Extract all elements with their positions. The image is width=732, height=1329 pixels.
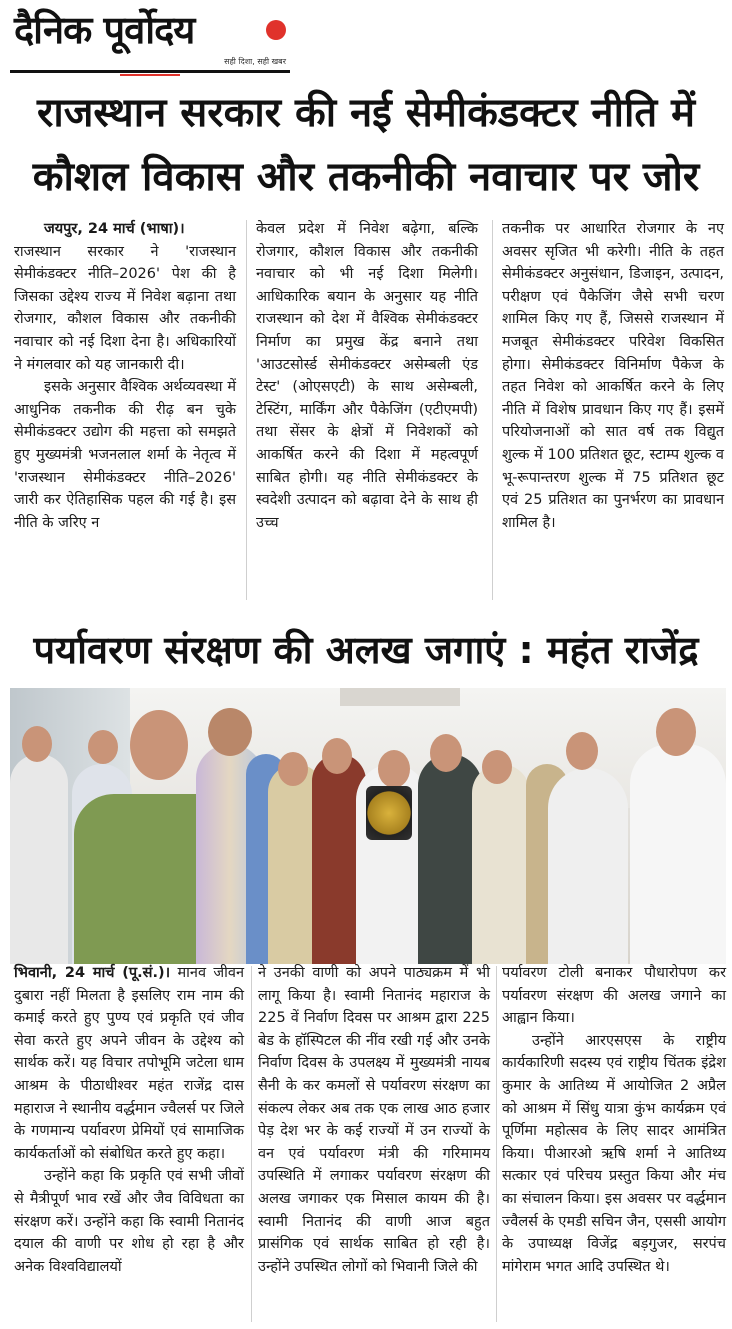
- article2-headline: पर्यावरण संरक्षण की अलख जगाएं : महंत राजेंद्र: [33, 628, 699, 672]
- article2-paragraph2: उन्होंने कहा कि प्रकृति एवं सभी जीवों से मैत्रीपूर्ण भाव रखें और जैव विविधता का संरक्षण करें। उन्होंने कहा कि स्वामी नितानंद दयाल की वाणी पर शोध हो रहा है और अनेक विश्वविद्यालयों: [14, 1168, 244, 1275]
- news-photo: [10, 688, 726, 964]
- column-divider: [496, 966, 497, 1322]
- memento-plaque: [366, 786, 412, 840]
- person-head: [88, 730, 118, 764]
- person-head: [430, 734, 462, 772]
- person-head: [22, 726, 52, 762]
- newspaper-tagline: सही दिशा, सही खबर: [224, 57, 286, 66]
- column-divider: [246, 220, 247, 600]
- person-head-cap: [208, 708, 252, 756]
- article1-paragraph3: केवल प्रदेश में निवेश बढ़ेगा, बल्कि रोजगार, कौशल विकास और तकनीकी नवाचार को भी नई दिशा मिलेगी। आधिकारिक बयान के अनुसार यह नीति राजस्थान को देश में वैश्विक सेमीकंडक्टर निर्माण का प्रमुख केंद्र बनाने तथा 'आउटसोर्स्ड सेमीकंडक्टर असेम्बली एंड टेस्ट' (ओएसएटी) के साथ असेम्बली, टेस्टिंग, मार्किंग और पैकेजिंग (एटीएमपी) तथा सेंसर के क्षेत्रों में निवेशकों को आकर्षित करने की दिशा में महत्वपूर्ण साबित होगी। यह नीति सेमीकंडक्टर के स्वदेशी उत्पादन को बढ़ावा देने के साथ ही उच्च: [256, 221, 478, 531]
- newspaper-title: दैनिक पूर्वोदय: [14, 7, 195, 52]
- masthead-rule: [10, 70, 290, 73]
- article2-paragraph3: ने उनकी वाणी को अपने पाठ्यक्रम में भी लागू किया है। स्वामी नितानंद महाराज के 225 वें निर्वाण दिवस पर आश्रम द्वारा 225 बेड के हॉस्पिटल की नींव रखी गई और उनके निर्वाण दिवस के उपलक्ष्य में मुख्यमंत्री नायब सैनी के कर कमलों से पर्यावरण संरक्षण का संकल्प लेकर अब तक एक लाख आठ हजार पेड़ देश भर के कई राज्यों में उन राज्यों के वन एवं पर्यावरण मंत्री की गरिमामय उपस्थिति में लगाकर पर्यावरण संरक्षण की अलख जगाकर एक मिसाल कायम की है। स्वामी नितानंद की वाणी आज बहुत प्रासंगिक एवं सार्थक साबित हो रही है। उन्होंने उपस्थित लोगों को भिवानी जिले की: [258, 965, 490, 1275]
- article2-dateline: भिवानी, 24 मार्च (पू.सं.)।: [14, 965, 171, 981]
- person-figure: [10, 754, 68, 964]
- article2-column3: [502, 962, 726, 1278]
- person-head: [482, 750, 512, 784]
- column-divider: [251, 966, 252, 1322]
- person-head: [322, 738, 352, 774]
- person-figure: [472, 764, 530, 964]
- article1-paragraph1: राजस्थान सरकार ने 'राजस्थान सेमीकंडक्टर नीति–2026' पेश की है जिसका उद्देश्य राज्य में निवेश बढ़ाना तथा रोजगार, कौशल विकास और तकनीकी नवाचार को नई दिशा देना है। अधिकारियों ने मंगलवार को यह जानकारी दी।: [14, 243, 236, 373]
- article2-paragraph4: पर्यावरण टोली बनाकर पौधारोपण कर पर्यावरण संरक्षण की अलख जगाने का आह्वान किया।: [502, 965, 726, 1027]
- person-head: [130, 710, 188, 780]
- article1-column2: [256, 218, 478, 534]
- person-head: [566, 732, 598, 770]
- person-figure-white-shirt: [630, 744, 726, 964]
- masthead: [10, 6, 290, 72]
- article2-paragraph5: उन्होंने आरएसएस के राष्ट्रीय कार्यकारिणी सदस्य एवं राष्ट्रीय चिंतक इंद्रेश कुमार के आतिथ्य में आयोजित 2 अप्रैल को आश्रम में सिंधु यात्रा कुंभ कार्यक्रम एवं पूर्णिमा महोत्सव के लिए सादर आमंत्रित किया। पीआरओ ऋषि शर्मा ने आतिथ्य सत्कार एवं परिचय प्रस्तुत किया और मंच का संचालन किया। इस अवसर पर वर्द्धमान ज्वैलर्स के एमडी सचिन जैन, एससी आयोग के उपाध्यक्ष विजेंद्र बड़गुजर, सरपंच मांगेराम भगत आदि उपस्थित थे।: [502, 1032, 726, 1275]
- article1-column1: [14, 218, 236, 534]
- article1-paragraph4: तकनीक पर आधारित रोजगार के नए अवसर सृजित भी करेगी। नीति के तहत सेमीकंडक्टर अनुसंधान, डिजाइन, उत्पादन, परीक्षण एवं पैकेजिंग जैसे सभी चरण शामिल किए गए हैं, जिससे राजस्थान में मजबूत सेमीकंडक्टर परिवेश विकसित होगा। सेमीकंडक्टर विनिर्माण पैकेज के तहत निवेश को आकर्षित करने के लिए नीति में विशेष प्रावधान किए गए हैं। इसमें परियोजनाओं को सात वर्ष तक विद्युत शुल्क में 100 प्रतिशत छूट, स्टाम्प शुल्क व भू-रूपान्तरण शुल्क में 75 प्रतिशत छूट एवं 25 प्रतिशत का पुनर्भरण का प्रावधान शामिल है।: [502, 221, 724, 531]
- masthead-accent-rule: [120, 74, 180, 76]
- person-head: [656, 708, 696, 756]
- article2-column2: [258, 962, 490, 1278]
- logo-dot-icon: [266, 20, 286, 40]
- column-divider: [492, 220, 493, 600]
- person-figure-kurta: [548, 768, 628, 964]
- article1-dateline: जयपुर, 24 मार्च (भाषा)।: [44, 221, 185, 237]
- photo-ceiling-arch: [340, 688, 460, 706]
- article1-paragraph2: इसके अनुसार वैश्विक अर्थव्यवस्था में आधुनिक तकनीक की रीढ़ बन चुके सेमीकंडक्टर उद्योग की महत्ता को समझते हुए मुख्यमंत्री भजनलाल शर्मा के नेतृत्व में 'राजस्थान सेमीकंडक्टर नीति–2026' जारी कर ऐतिहासिक पहल की गई है। इस नीति के जरिए न: [14, 379, 236, 531]
- article2-column1: [14, 962, 244, 1278]
- article1-headline-line1: राजस्थान सरकार की नई सेमीकंडक्टर नीति में: [37, 90, 695, 136]
- article2-paragraph1: मानव जीवन दुबारा नहीं मिलता है इसलिए राम नाम की कमाई करते हुए पुण्य एवं प्रकृति एवं जीव सेवा करते हुए अपने जीवन के उद्देश्य को सार्थक करें। यह विचार तपोभूमि जटेला धाम आश्रम के पीठाधीश्वर महंत राजेंद्र दास महाराज ने स्थानीय वर्द्धमान ज्वैलर्स पर जिले के गणमान्य पर्यावरण प्रेमियों एवं सामाजिक कार्यकर्ताओं को संबोधित करते हुए कहा।: [14, 965, 245, 1162]
- article1-headline-line2: कौशल विकास और तकनीकी नवाचार पर जोर: [32, 154, 700, 200]
- article1-column3: [502, 218, 724, 534]
- person-head: [378, 750, 410, 788]
- person-head: [278, 752, 308, 786]
